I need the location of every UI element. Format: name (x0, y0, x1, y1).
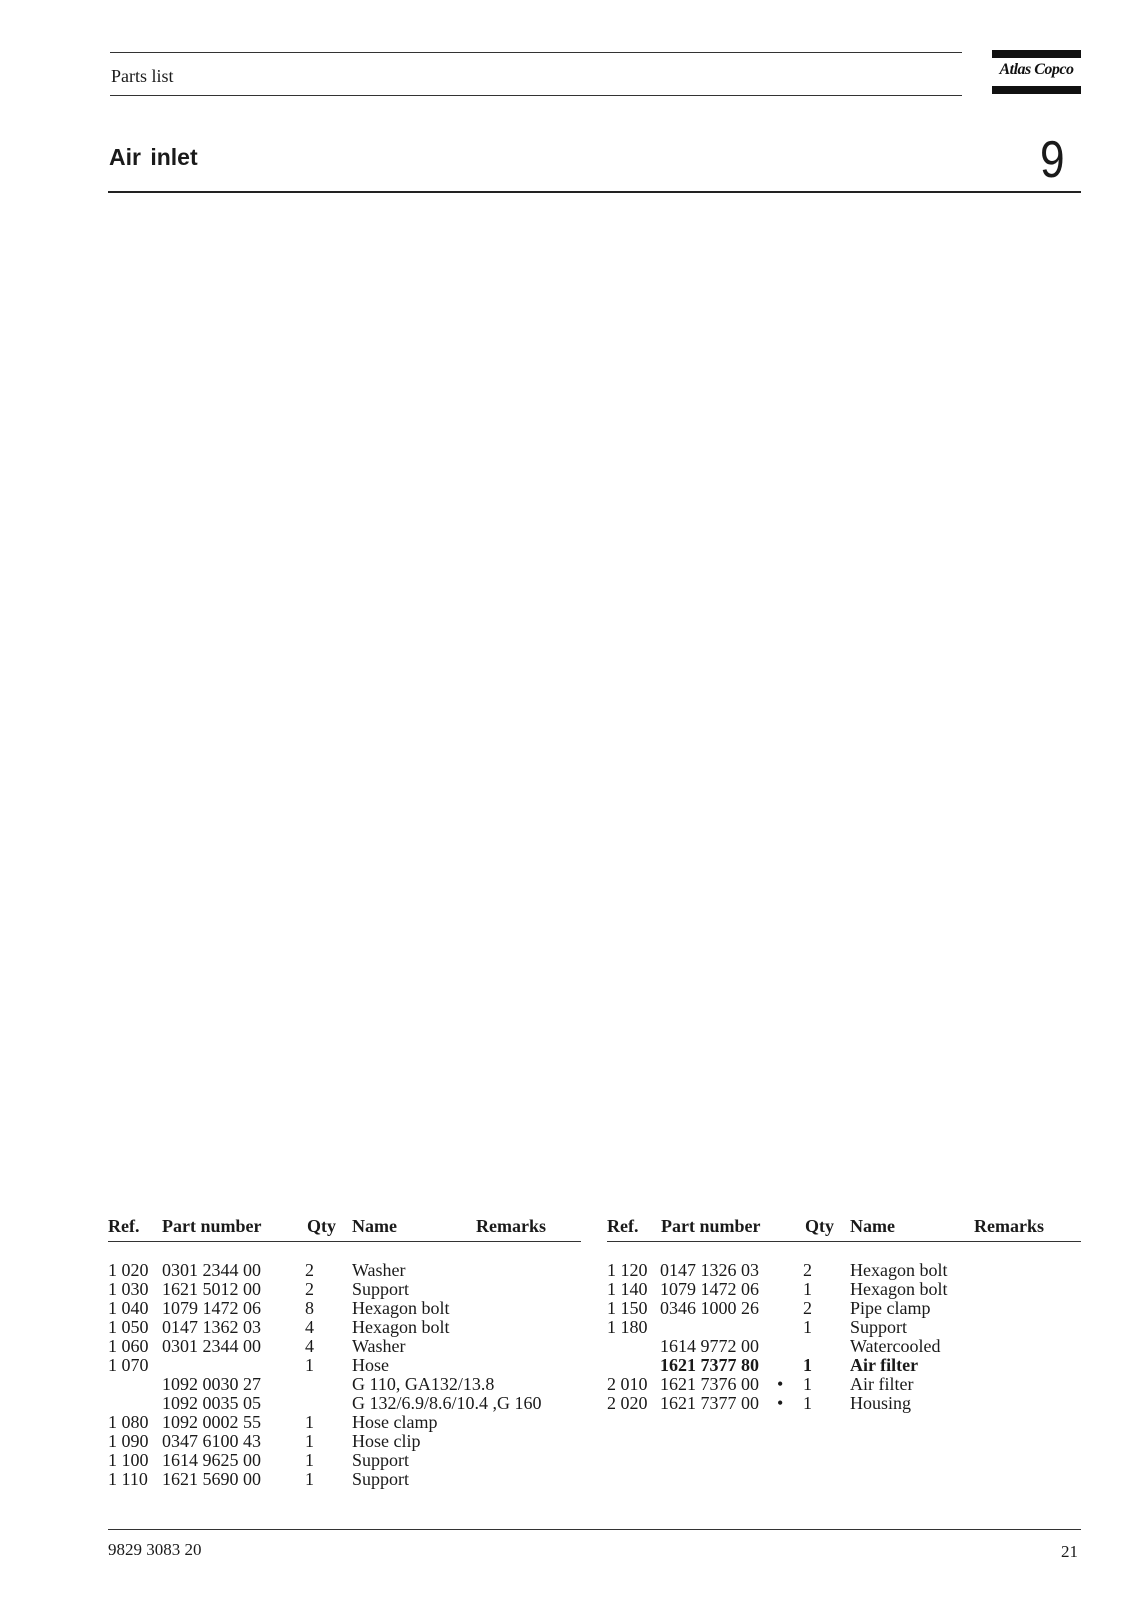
name-cell: Hose clamp (352, 1412, 438, 1432)
name-cell: Housing (850, 1393, 912, 1413)
name-cell: Hexagon bolt (850, 1279, 948, 1299)
qty-cell: 1 (305, 1431, 314, 1451)
ref-cell: 1 030 (108, 1279, 149, 1299)
bullet-mark: • (777, 1374, 784, 1394)
ref-cell: 1 120 (607, 1260, 648, 1280)
part-number-cell: 1621 5012 00 (162, 1279, 261, 1299)
name-cell: Hexagon bolt (352, 1298, 450, 1318)
name-cell: Washer (352, 1260, 406, 1280)
ref-cell: 2 020 (607, 1393, 648, 1413)
name-cell: Washer (352, 1336, 406, 1356)
section-number: 9 (1040, 131, 1065, 189)
qty-cell: 1 (305, 1469, 314, 1489)
section-rule (108, 191, 1081, 193)
logo-wordmark: Atlas Copco (999, 61, 1074, 78)
qty-cell: 2 (305, 1260, 314, 1280)
ref-cell: 1 150 (607, 1298, 648, 1318)
name-cell: Watercooled (850, 1336, 941, 1356)
qty-cell: 2 (305, 1279, 314, 1299)
part-number-cell: 1092 0035 05 (162, 1393, 261, 1413)
bullet-mark: • (777, 1393, 784, 1413)
ref-cell: 1 050 (108, 1317, 149, 1337)
ref-cell: 1 040 (108, 1298, 149, 1318)
footer-rule (108, 1529, 1081, 1530)
qty-cell: 1 (803, 1279, 812, 1299)
brand-logo (992, 50, 1081, 94)
ref-cell: 1 080 (108, 1412, 149, 1432)
name-cell: Support (352, 1279, 410, 1299)
ref-cell: 1 090 (108, 1431, 149, 1451)
table-header-rule (108, 1241, 581, 1242)
qty-cell: 1 (803, 1355, 812, 1375)
ref-cell: 1 020 (108, 1260, 149, 1280)
name-cell: G 110, GA132/13.8 (352, 1374, 495, 1394)
section-title: Air inlet (109, 144, 198, 170)
name-cell: Hexagon bolt (352, 1317, 450, 1337)
part-number-cell: 1079 1472 06 (660, 1279, 759, 1299)
ref-cell: 1 060 (108, 1336, 149, 1356)
name-cell: G 132/6.9/8.6/10.4 ,G 160 (352, 1393, 542, 1413)
col-header-qty: Qty (805, 1216, 834, 1236)
header-top-rule (110, 52, 962, 53)
ref-cell: 1 140 (607, 1279, 648, 1299)
qty-cell: 1 (305, 1450, 314, 1470)
name-cell: Air filter (850, 1355, 919, 1375)
name-cell: Support (850, 1317, 908, 1337)
qty-cell: 1 (803, 1393, 812, 1413)
qty-cell: 2 (803, 1298, 812, 1318)
footer-doc-number: 9829 3083 20 (108, 1540, 202, 1559)
ref-cell: 1 110 (108, 1469, 148, 1489)
name-cell: Air filter (850, 1374, 914, 1394)
ref-cell: 1 100 (108, 1450, 149, 1470)
name-cell: Hexagon bolt (850, 1260, 948, 1280)
part-number-cell: 0301 2344 00 (162, 1336, 261, 1356)
col-header-remarks: Remarks (476, 1216, 546, 1236)
ref-cell: 1 180 (607, 1317, 648, 1337)
header-bottom-rule (110, 95, 962, 96)
qty-cell: 8 (305, 1298, 314, 1318)
qty-cell: 1 (305, 1412, 314, 1432)
name-cell: Hose clip (352, 1431, 421, 1451)
logo-bar-bottom (992, 86, 1081, 94)
qty-cell: 1 (803, 1317, 812, 1337)
part-number-cell: 0301 2344 00 (162, 1260, 261, 1280)
col-header-ref: Ref. (108, 1216, 140, 1236)
part-number-cell: 1621 5690 00 (162, 1469, 261, 1489)
logo-bar-top (992, 50, 1081, 58)
name-cell: Support (352, 1469, 410, 1489)
col-header-part-number: Part number (162, 1216, 262, 1236)
part-number-cell: 1621 7377 00 (660, 1393, 759, 1413)
col-header-part-number: Part number (661, 1216, 761, 1236)
ref-cell: 1 070 (108, 1355, 149, 1375)
part-number-cell: 1092 0002 55 (162, 1412, 261, 1432)
part-number-cell: 1614 9625 00 (162, 1450, 261, 1470)
ref-cell: 2 010 (607, 1374, 648, 1394)
qty-cell: 4 (305, 1317, 314, 1337)
qty-cell: 2 (803, 1260, 812, 1280)
part-number-cell: 1092 0030 27 (162, 1374, 261, 1394)
table-header-rule (607, 1241, 1081, 1242)
part-number-cell: 1079 1472 06 (162, 1298, 261, 1318)
col-header-remarks: Remarks (974, 1216, 1044, 1236)
footer-page-number: 21 (1061, 1542, 1078, 1561)
name-cell: Support (352, 1450, 410, 1470)
col-header-name: Name (352, 1216, 397, 1236)
qty-cell: 1 (803, 1374, 812, 1394)
name-cell: Pipe clamp (850, 1298, 931, 1318)
part-number-cell: 0147 1362 03 (162, 1317, 261, 1337)
part-number-cell: 1621 7377 80 (660, 1355, 759, 1375)
part-number-cell: 0346 1000 26 (660, 1298, 759, 1318)
part-number-cell: 0347 6100 43 (162, 1431, 261, 1451)
qty-cell: 4 (305, 1336, 314, 1356)
col-header-qty: Qty (307, 1216, 336, 1236)
col-header-ref: Ref. (607, 1216, 639, 1236)
part-number-cell: 1614 9772 00 (660, 1336, 759, 1356)
header-label: Parts list (111, 66, 174, 86)
part-number-cell: 0147 1326 03 (660, 1260, 759, 1280)
name-cell: Hose (352, 1355, 389, 1375)
qty-cell: 1 (305, 1355, 314, 1375)
part-number-cell: 1621 7376 00 (660, 1374, 759, 1394)
col-header-name: Name (850, 1216, 895, 1236)
